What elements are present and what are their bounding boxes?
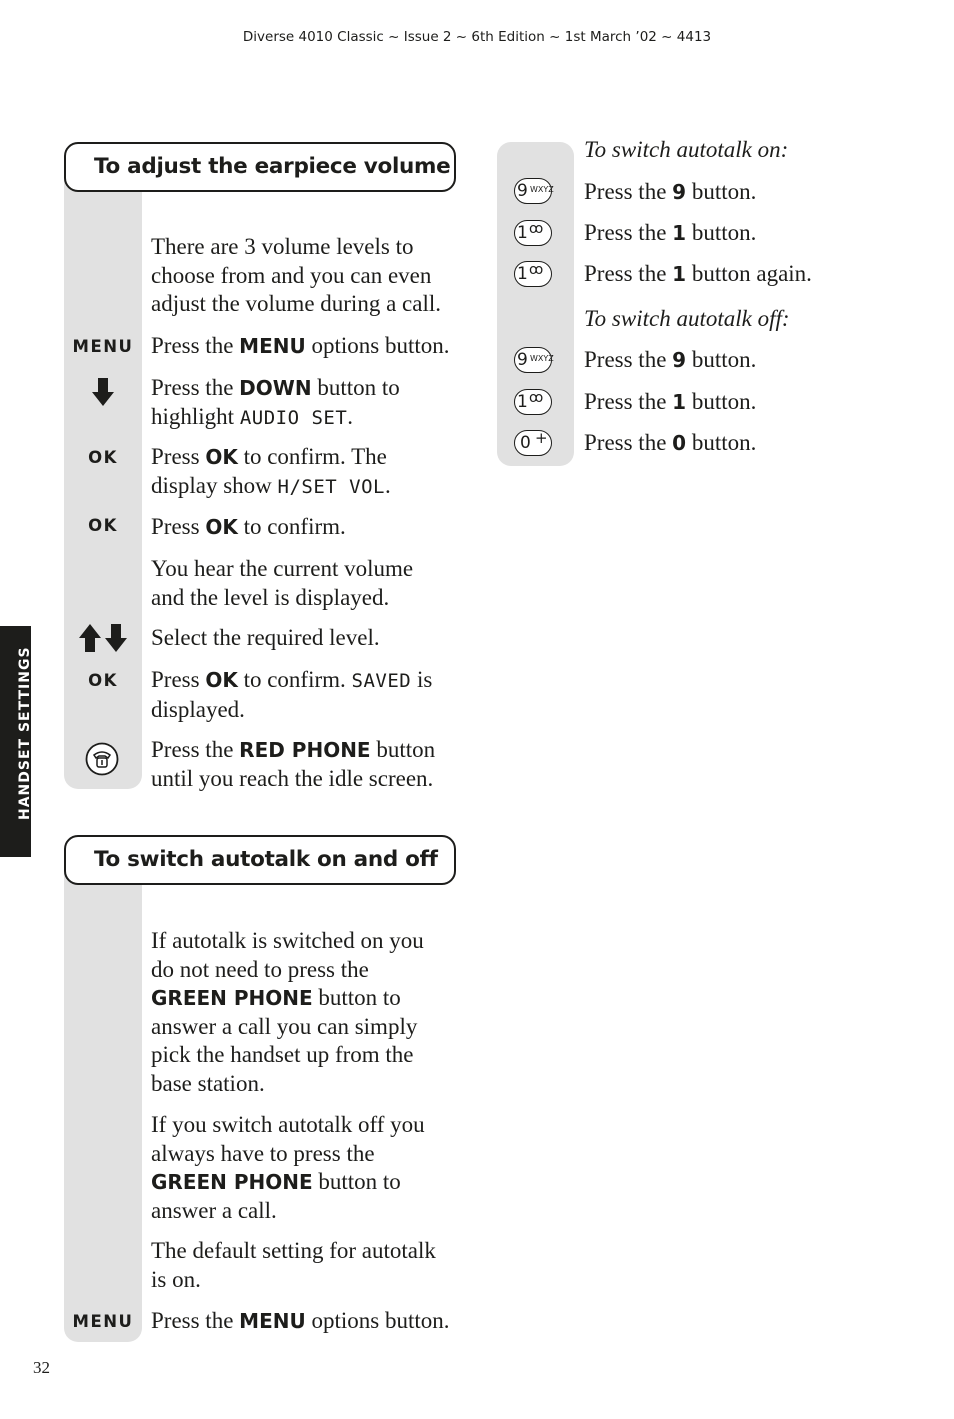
key-0-icon bbox=[514, 430, 552, 456]
keyword: 1 bbox=[672, 262, 687, 286]
step-text: until you reach the idle screen. bbox=[151, 765, 434, 791]
ok-key-label: OK bbox=[88, 516, 118, 535]
step-text: display show bbox=[151, 472, 278, 498]
para-line: The default setting for autotalk bbox=[151, 1238, 436, 1263]
section1-title-box bbox=[64, 142, 456, 192]
step-text: Press the bbox=[584, 347, 673, 372]
key-1-icon bbox=[514, 220, 552, 246]
step-text: Press the bbox=[584, 389, 673, 414]
step-text: button. bbox=[686, 220, 757, 245]
menu-key-label: MENU bbox=[72, 1312, 134, 1331]
step-press-ok-3 bbox=[151, 666, 461, 724]
autotalk-off-step-3 bbox=[584, 429, 914, 458]
volume-note bbox=[151, 555, 461, 612]
step-text: Press bbox=[151, 667, 206, 692]
step-text: Press the bbox=[584, 220, 673, 245]
key-digit: 1 bbox=[517, 223, 528, 243]
keyword: 9 bbox=[672, 348, 687, 372]
down-arrow-icon bbox=[92, 378, 114, 408]
step-text: Press the bbox=[584, 430, 673, 455]
autotalk-on-heading: To switch autotalk on: bbox=[584, 137, 789, 162]
key-1-icon bbox=[514, 261, 552, 287]
menu-key-label: MENU bbox=[72, 337, 134, 356]
ok-key-label: OK bbox=[88, 671, 118, 690]
autotalk-on-step-3 bbox=[584, 260, 914, 289]
keyword: MENU bbox=[239, 334, 306, 358]
step-text: button. bbox=[686, 389, 757, 414]
key-digit: 1 bbox=[517, 264, 528, 284]
keyword: MENU bbox=[239, 1309, 306, 1333]
autotalk-para-2 bbox=[151, 1111, 461, 1225]
step-text: Press bbox=[151, 444, 206, 469]
page-number: 32 bbox=[33, 1358, 50, 1377]
para-line: is on. bbox=[151, 1266, 201, 1292]
keyword: GREEN PHONE bbox=[151, 986, 313, 1010]
note-line: and the level is displayed. bbox=[151, 584, 390, 610]
key-1-icon bbox=[514, 389, 552, 415]
autotalk-on-step-2 bbox=[584, 219, 914, 248]
step-text: options button. bbox=[305, 333, 450, 358]
step-text: Press the bbox=[584, 179, 673, 204]
step-text: to confirm. bbox=[237, 667, 352, 692]
step-text: Press the bbox=[151, 375, 240, 400]
para-line: answer a call you can simply bbox=[151, 1013, 418, 1039]
key-letters: + bbox=[535, 429, 548, 447]
section2-title: To switch autotalk on and off bbox=[94, 847, 438, 872]
step-text: button to bbox=[311, 375, 400, 400]
section1-title: To adjust the earpiece volume bbox=[94, 154, 451, 179]
voicemail-glyph: ꝏ bbox=[529, 221, 544, 237]
step-text: to confirm. bbox=[237, 514, 346, 539]
red-phone-icon bbox=[85, 742, 119, 776]
para-line: button to bbox=[312, 985, 401, 1010]
display-text: AUDIO SET bbox=[239, 406, 348, 429]
voicemail-glyph: ꝏ bbox=[529, 262, 544, 278]
keyword: DOWN bbox=[239, 376, 312, 400]
key-9-icon bbox=[514, 178, 552, 204]
key-digit: 9 bbox=[517, 350, 528, 370]
para-line: base station. bbox=[151, 1070, 265, 1096]
section2-gutter bbox=[64, 860, 142, 1342]
keyword: 9 bbox=[672, 180, 687, 204]
keyword: 0 bbox=[672, 431, 687, 455]
intro-line: adjust the volume during a call. bbox=[151, 291, 441, 316]
para-line: answer a call. bbox=[151, 1197, 277, 1223]
step-text: . bbox=[384, 472, 391, 498]
step-text: button. bbox=[686, 430, 757, 455]
key-digit: 9 bbox=[517, 181, 528, 201]
autotalk-on-step-1 bbox=[584, 178, 914, 207]
step-text: displayed. bbox=[151, 696, 245, 722]
key-letters: WXYZ bbox=[530, 185, 554, 194]
key-digit: 1 bbox=[517, 392, 528, 412]
autotalk-off-step-1 bbox=[584, 346, 914, 375]
intro-line: There are 3 volume levels to bbox=[151, 234, 414, 259]
step-text: button. bbox=[686, 347, 757, 372]
autotalk-off-step-2 bbox=[584, 388, 914, 417]
step-press-menu-2 bbox=[151, 1307, 461, 1336]
display-text: SAVED bbox=[351, 670, 412, 692]
para-line: button to bbox=[312, 1169, 401, 1194]
autotalk-para-1 bbox=[151, 927, 461, 1098]
key-letters: WXYZ bbox=[530, 354, 554, 363]
key-digit: 0 bbox=[520, 433, 531, 453]
display-text: H/SET VOL bbox=[277, 475, 385, 498]
para-line: do not need to press the bbox=[151, 956, 369, 982]
section1-intro bbox=[151, 233, 461, 319]
keyword: OK bbox=[205, 445, 238, 469]
section1-gutter bbox=[64, 168, 142, 789]
keyword: GREEN PHONE bbox=[151, 1170, 313, 1194]
voicemail-glyph: ꝏ bbox=[529, 390, 544, 406]
step-text: options button. bbox=[305, 1308, 450, 1333]
step-select-level: Select the required level. bbox=[151, 625, 380, 650]
para-line: If you switch autotalk off you bbox=[151, 1112, 425, 1137]
step-text: Press the bbox=[151, 333, 240, 358]
keyword: 1 bbox=[672, 221, 687, 245]
step-text: button bbox=[370, 737, 436, 762]
step-text: Press bbox=[151, 514, 206, 539]
step-text: Press the bbox=[584, 261, 673, 286]
section2-title-box bbox=[64, 835, 456, 885]
keyword: OK bbox=[205, 515, 238, 539]
para-line: pick the handset up from the bbox=[151, 1042, 414, 1067]
step-press-ok-2 bbox=[151, 513, 461, 542]
note-line: You hear the current volume bbox=[151, 556, 414, 581]
autotalk-para-3 bbox=[151, 1237, 461, 1294]
para-line: If autotalk is switched on you bbox=[151, 928, 424, 953]
ok-key-label: OK bbox=[88, 448, 118, 467]
step-text: button. bbox=[686, 179, 757, 204]
step-text: to confirm. The bbox=[237, 444, 387, 469]
step-press-ok-1 bbox=[151, 443, 461, 501]
keyword: RED PHONE bbox=[239, 738, 371, 762]
step-text: is bbox=[411, 667, 433, 692]
step-text: . bbox=[347, 403, 354, 429]
keyword: 1 bbox=[672, 390, 687, 414]
step-text: button again. bbox=[686, 261, 812, 286]
keyword: OK bbox=[205, 668, 238, 692]
para-line: always have to press the bbox=[151, 1140, 375, 1166]
step-press-menu bbox=[151, 332, 461, 361]
step-text: highlight bbox=[151, 403, 240, 429]
side-tab-label: HANDSET SETTINGS bbox=[17, 646, 33, 820]
intro-line: choose from and you can even bbox=[151, 262, 432, 288]
running-header: Diverse 4010 Classic ~ Issue 2 ~ 6th Edition ~ 1st March ’02 ~ 4413 bbox=[242, 29, 712, 45]
up-down-arrows-icon bbox=[79, 624, 127, 654]
autotalk-off-heading: To switch autotalk off: bbox=[584, 306, 790, 331]
step-text: Press the bbox=[151, 1308, 240, 1333]
step-text: Press the bbox=[151, 737, 240, 762]
key-9-icon bbox=[514, 347, 552, 373]
step-press-down bbox=[151, 374, 461, 432]
step-press-red-phone bbox=[151, 736, 461, 793]
